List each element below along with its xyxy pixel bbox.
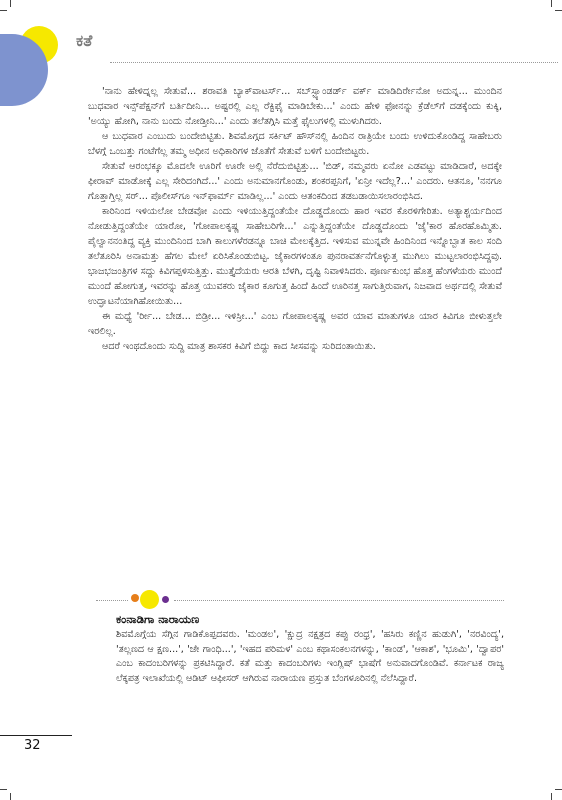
section-label: ಕತೆ (76, 31, 93, 50)
crop-mark (555, 10, 562, 11)
page-number: 32 (24, 738, 41, 753)
crop-mark (0, 10, 7, 11)
paragraph: ಕಾರಿನಿಂದ ಇಳಿಯಲೋ ಬೇಡವೋ ಎಂದು ಇಳಿಯುತ್ತಿದ್ದಂತೆಯೇ ದೊಡ್ಡದೊಂದು ಹಾರ ಇವರ ಕೊರಳಿಗೇರಿತು. ಅತ್ಯಾಶ್ಚರ್ಯದಿಂದ ನೋಡುತ್ತಿದ್ದಂತೆಯೇ ಯಾರೋ, 'ಗೋಪಾಲಕೃಷ್ಣ ಸಾಹೇಬರಿಗೇ...' ಎನ್ನುತ್ತಿದ್ದಂತೆಯೇ ದೊಡ್ಡದೊಂದು 'ಜೈ'ಕಾರ ಹೊರಹೊಮ್ಮಿತು. ಪೈಲ್ವಾನನಂತಿದ್ದ ವ್ಯಕ್ತಿ ಮುಂದಿನಿಂದ ಬಾಗಿ ಕಾಲುಗಳೆರಡನ್ನೂ ಬಾಚಿ ಮೇಲಕ್ಕೆತ್ತಿದ. ಇಳಿಸುವ ಮುನ್ನವೇ ಹಿಂದಿನಿಂದ ಇನ್ನೊಬ್ಬಾತ ಕಾಲ ಸಂದಿ ತಲೆತೂರಿಸಿ ಅನಾಮತ್ತು ಹೆಗಲ ಮೇಲೆ ಏರಿಸಿಕೊಂಡುಬಿಟ್ಟ. ಜೈಕಾರಗಳಂತೂ ಪುನರಾವರ್ತನೆಗೊಳ್ಳುತ್ತ ಮುಗಿಲು ಮುಟ್ಟಲಾರಂಭಿಸಿದ್ದವು. ಭಾಜಭಜಂತ್ರಿಗಳ ಸದ್ದು ಕಿವಿಗಪ್ಪಳಿಸುತ್ತಿತ್ತು. ಮುತ್ತೈದೆಯರು ಆರತಿ ಬೆಳಗಿ, ದೃಷ್ಟಿ ನಿವಾಳಿಸಿದರು. ಪೂರ್ಣಕುಂಭ ಹೊತ್ತ ಹೆಂಗಳೆಯರು ಮುಂದೆ ಮುಂದೆ ಹೋಗುತ್ತ, ಇವರನ್ನು ಹೊತ್ತ ಯುವಕರು ಜೈಕಾರ ಕೂಗುತ್ತ ಹಿಂದೆ ಹಿಂದೆ ಊರಿನತ್ತ ಸಾಗುತ್ತಿರುವಾಗ, ನಿಜವಾದ ಅರ್ಥದಲ್ಲಿ ಸೇತುವೆ ಉದ್ಘಾಟನೆಯಾಗಿಹೋಯಿತು... (88, 206, 502, 307)
paragraph: ಸೇತುವೆ ಆರಂಭಕ್ಕೂ ಮೊದಲೇ ಊರಿಗೆ ಊರೇ ಅಲ್ಲಿ ನೆರೆದುಬಿಟ್ಟಿತ್ತು... 'ಬಿಡ್, ನಮ್ಮವರು ಏನೋ ಎಡವಟ್ಟು ಮಾಡಿದಾರೆ, ಅದಕ್ಕೇ ಫೀರಾವ್ ಮಾಡೋಕ್ಕೆ ಎಲ್ಲ ಸೇರಿದಂಗಿದೆ...' ಎಂದು ಅನುಮಾನಗೊಂಡು, ಶಂಕರಪ್ಪನಿಗೆ, 'ಏನ್ರೀ ಇದೆಲ್ಲ?...' ಎಂದರು. ಆತನೂ, 'ನನಗೂ ಗೊತ್ತಾಗ್ತಿಲ್ಲ ಸರ್... ಪೊಲೀಸ್‌ಗೂ ಇನ್‌ಫಾರ್ಮ್ ಮಾಡಿಲ್ಲ...' ಎಂದು ಆತಂಕದಿಂದ ತಡಬಡಾಯಿಸಲಾರಂಭಿಸಿದ. (88, 161, 502, 202)
paragraph: 'ನಾನು ಹೇಳಿದ್ನಲ್ಲ ಸೇತುವೆ... ಶರಾವತಿ ಬ್ಯಾಕ್‌ವಾಟರ್ಸ್... ಸಬ್‌ಸ್ಟ್ಯಾಂಡರ್ಡ್ ವರ್ಕ್ ಮಾಡಿದಿರ್ರೇನೋ ಅದುನ್ನ... ಮುಂದಿನ ಬುಧವಾರ ಇನ್ಸ್‌ಪೆಕ್ಷನ್‌ಗೆ ಬರ್ತಿದೀನಿ... ಅಷ್ಟರಲ್ಲಿ ಎಲ್ಲ ರೆಕ್ಟಿಫೈ ಮಾಡಿಬೇಕು...' ಎಂದು ಹೇಳಿ ಫೋನನ್ನು ಕ್ರೆಡೆಲ್‌ಗೆ ದಡಕ್ಕೆಂದು ಕುಕ್ಕಿ, 'ಅಯ್ಯು ಹೋಗಿ, ನಾನು ಬಂದು ನೋಡ್ತೀನಿ...' ಎಂದು ತಲೆತಗ್ಗಿಸಿ ಮತ್ತೆ ಫೈಲುಗಳಲ್ಲಿ ಮುಳುಗಿದರು. (88, 86, 502, 127)
author-dots-decoration (131, 591, 181, 603)
crop-mark (551, 793, 552, 800)
footer-rule (0, 735, 72, 736)
author-dotted-rule (96, 600, 128, 601)
paragraph: ಈ ಮಧ್ಯೆ 'ರ್ರೀ... ಬೇಡ... ಬಿಡ್ರೀ... ಇಳಿಸ್ರೀ...' ಎಂಬ ಗೋಪಾಲಕೃಷ್ಣ ಅವರ ಯಾವ ಮಾತುಗಳೂ ಯಾರ ಕಿವಿಗೂ ಬೀಳುತ್ತಲೇ ಇರಲಿಲ್ಲ. (88, 311, 502, 337)
author-dotted-rule (174, 600, 504, 601)
crop-mark (551, 0, 552, 7)
crop-mark (10, 793, 11, 800)
story-body (88, 84, 502, 354)
header-dotted-rule (110, 62, 558, 63)
crop-mark (555, 789, 562, 790)
author-name: ಕಂನಾಡಿಗಾ ನಾರಾಯಣ (116, 612, 200, 626)
orange-dot (131, 594, 139, 602)
paragraph: ಆ ಬುಧವಾರ ಎಂಬುದು ಬಂದೇಬಿಟ್ಟಿತು. ಶಿವಮೊಗ್ಗದ ಸರ್ಕಿಟ್ ಹೌಸ್‌ನಲ್ಲಿ ಹಿಂದಿನ ರಾತ್ರಿಯೇ ಬಂದು ಉಳಿದುಕೊಂಡಿದ್ದ ಸಾಹೇಬರು ಬೆಳಗ್ಗೆ ಒಂಬತ್ತು ಗಂಟೆಗೆಲ್ಲ ತಮ್ಮ ಅಧೀನ ಅಧಿಕಾರಿಗಳ ಜೊತೆಗೆ ಸೇತುವೆ ಬಳಿಗೆ ಬಂದೇಬಿಟ್ಟರು. (88, 131, 502, 157)
crop-mark (0, 789, 7, 790)
paragraph: ಆದರೆ ಇಂಥದೊಂದು ಸುದ್ದಿ ಮಾತ್ರ ಶಾಸಕರ ಕಿವಿಗೆ ಬಿದ್ದು ಕಾದ ಸೀಸವನ್ನು ಸುರಿದಂತಾಯಿತು. (102, 341, 376, 352)
author-bio: ಶಿವಮೊಗ್ಗೆಯ ಸೆಗ್ಗಿನ ಗಾಡಿಕೊಪ್ಪದವರು. 'ಮಂಡಲ', 'ಕ್ಷುದ್ರ ನಕ್ಷತ್ರದ ಕಪ್ಪು ರಂಧ್ರ', 'ಹಸಿರು ಕಣ್ಣಿನ ಹುಡುಗಿ', 'ನರವಿಂದ್ಯ', 'ತಲ್ಲಣದ ಆ ಕ್ಷಣ...', 'ಜೇ ಗಾಂಧಿ...', 'ಇಹದ ಪರಿಮಳ' ಎಂಬ ಕಥಾಸಂಕಲನಗಳನ್ನು, 'ಕಾಂಡ', 'ಆಕಾಶ', 'ಭೂಮಿ', 'ದ್ವಾಪರ' ಎಂಬ ಕಾದಂಬರಿಗಳನ್ನು ಪ್ರಕಟಿಸಿದ್ದಾರೆ. ಕತೆ ಮತ್ತು ಕಾದಂಬರಿಗಳು ಇಂಗ್ಲಿಷ್ ಭಾಷೆಗೆ ಅನುವಾದಗೊಂಡಿವೆ. ಕರ್ನಾಟಕ ರಾಜ್ಯ ಲೆಕ್ಕಪತ್ರ ಇಲಾಖೆಯಲ್ಲಿ ಆಡಿಟ್ ಆಫೀಸರ್ ಆಗಿರುವ ನಾರಾಯಣ ಪ್ರಸ್ತುತ ಬೆಂಗಳೂರಿನಲ್ಲಿ ನೆಲೆಸಿದ್ದಾರೆ. (116, 629, 504, 684)
yellow-dot (140, 590, 159, 609)
purple-dot (162, 596, 169, 603)
crop-mark (10, 0, 11, 7)
